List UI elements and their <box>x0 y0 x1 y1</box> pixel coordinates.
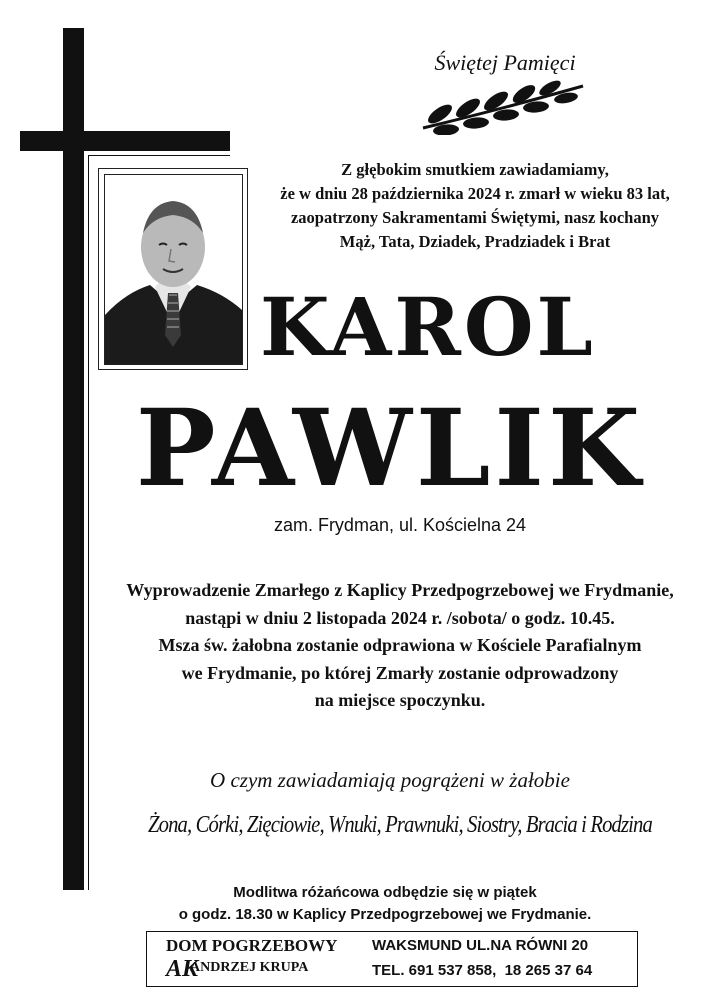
mourners-intro: O czym zawiadamiają pogrążeni w żałobie <box>210 768 570 792</box>
obituary-heading: Świętej Pamięci <box>434 50 576 75</box>
announcement-line: Z głębokim smutkiem zawiadamiamy, <box>341 160 609 179</box>
funeral-home-name: DOM POGRZEBOWY <box>166 936 338 955</box>
announcement-line: zaopatrzony Sakramentami Świętymi, nasz kochany <box>290 208 660 227</box>
funeral-home-logo: AK <box>166 956 199 982</box>
rosary-line: Modlitwa różańcowa odbędzie się w piątek <box>233 884 537 901</box>
funeral-line: Msza św. żałobna zostanie odprawiona w Kościele Parafialnym <box>158 635 642 655</box>
announcement-line: że w dniu 28 października 2024 r. zmarł w wieku 83 lat, <box>280 184 670 203</box>
cross-vertical-beam <box>63 28 84 890</box>
olive-branch-icon <box>418 80 588 135</box>
announcement-text <box>250 158 700 254</box>
rosary-notice <box>150 882 620 926</box>
deceased-photo <box>104 174 243 365</box>
portrait-illustration <box>105 175 242 364</box>
cross-horizontal-beam <box>20 131 230 151</box>
deceased-first-name: KAROL <box>260 280 596 374</box>
deceased-last-name: PAWLIK <box>135 385 645 510</box>
cross-outline-horizontal <box>88 155 230 156</box>
rosary-line: o godz. 18.30 w Kaplicy Przedpogrzebowej we Frydmanie. <box>178 906 592 923</box>
funeral-home-owner: ANDRZEJ KRUPA <box>190 960 309 975</box>
funeral-line: nastąpi w dniu 2 listopada 2024 r. /sobota/ o godz. 10.45. <box>185 607 615 628</box>
deceased-address: zam. Frydman, ul. Kościelna 24 <box>273 515 527 535</box>
cross-outline-vertical <box>88 155 89 890</box>
funeral-home-address: WAKSMUND UL.NA RÓWNI 20 <box>372 937 589 954</box>
mourners-list: Żona, Córki, Zięciowie, Wnuki, Prawnuki, Siostry, Bracia i Rodzina <box>148 812 652 838</box>
funeral-line: na miejsce spoczynku. <box>314 690 486 710</box>
funeral-home-phone: TEL. 691 537 858, 18 265 37 64 <box>372 962 593 979</box>
funeral-details <box>95 577 705 715</box>
funeral-line: Wyprowadzenie Zmarłego z Kaplicy Przedpogrzebowej we Frydmanie, <box>126 580 674 600</box>
announcement-line: Mąż, Tata, Dziadek, Pradziadek i Brat <box>339 232 611 251</box>
funeral-line: we Frydmanie, po której Zmarły zostanie odprowadzony <box>181 662 619 683</box>
